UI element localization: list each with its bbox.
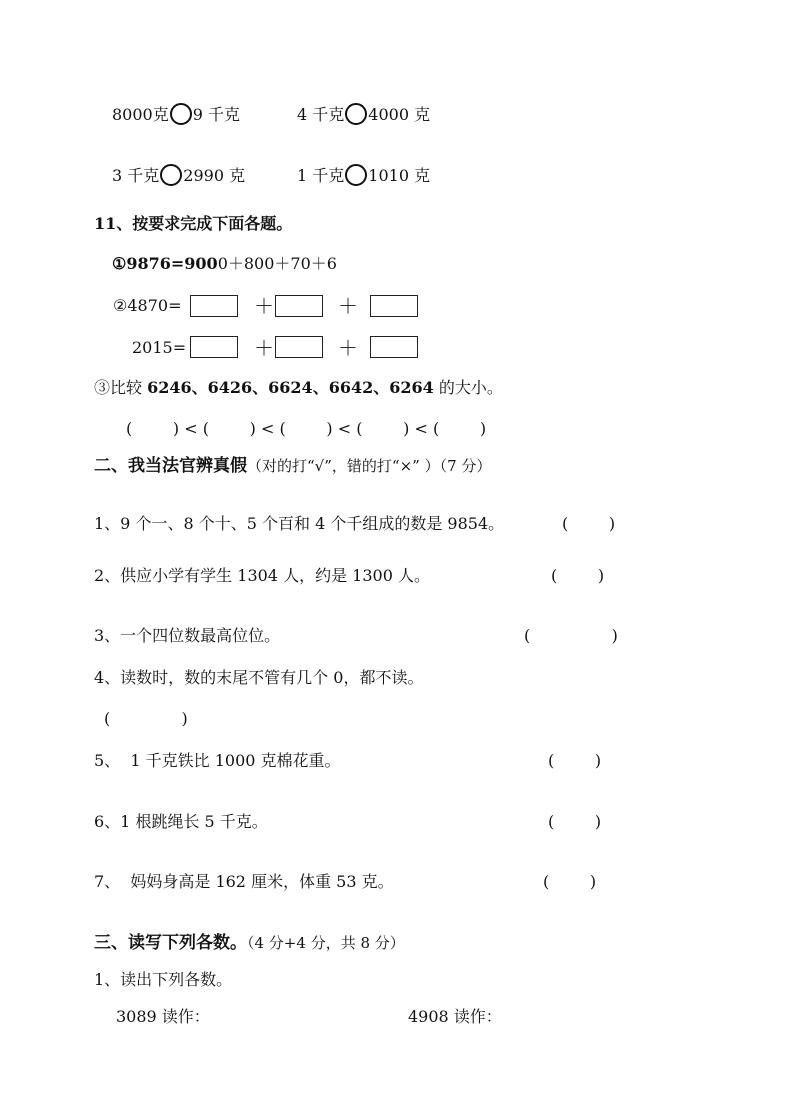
judge-paren-6[interactable]: ( ) [548,812,602,831]
compare-right: 1010 克 [368,166,431,185]
plus-sign: ＋ [254,294,274,318]
judge-item-1: 1、9 个一、8 个十、5 个百和 4 个千组成的数是 9854。 [94,514,505,533]
compare-row-2 [112,164,245,186]
section-2-title: 二、我当法官辨真假 [94,456,247,476]
section-3-note: （4 分+4 分，共 8 分） [247,934,405,952]
judge-item-6: 6、1 根跳绳长 5 千克。 [94,812,268,831]
section-2-heading [94,456,491,476]
compare-row-1 [112,103,240,125]
answer-box[interactable] [370,336,418,358]
section-3-title: 三、读写下列各数。 [94,933,247,953]
read-item-1: 3089 读作： [116,1007,210,1026]
answer-box[interactable] [370,295,418,317]
judge-item-5: 5、 1 千克铁比 1000 克棉花重。 [94,751,341,770]
order-answer-line[interactable]: ( ) < ( ) < ( ) < ( ) < ( ) [126,419,487,438]
compare-left: 1 千克 [297,166,345,185]
compare-left: 8000克 [112,105,169,124]
compare-left: 4 千克 [297,105,345,124]
judge-paren-2[interactable]: ( ) [551,566,605,585]
compare-left: 3 千克 [112,166,160,185]
q11-line-2-label: ②4870= [113,296,182,315]
q11-line-4 [94,378,503,398]
section-2-note: （对的打“√”，错的打“×” ）（7 分） [247,457,492,475]
compare-row-2b [297,164,430,186]
judge-paren-3[interactable]: ( ) [524,626,618,645]
compare-circle[interactable] [345,103,367,125]
read-item-2: 4908 读作： [408,1007,502,1026]
answer-box[interactable] [275,295,323,317]
judge-paren-4[interactable]: ( ) [104,709,188,728]
plus-sign: ＋ [338,294,358,318]
plus-sign: ＋ [254,336,274,360]
judge-item-2: 2、供应小学有学生 1304 人，约是 1300 人。 [94,566,430,585]
q11-line-1-rest: 0＋800＋70＋6 [217,254,337,273]
q11-line-3-label: 2015= [132,338,187,357]
q11-title: 11、按要求完成下面各题。 [94,214,293,233]
judge-item-4: 4、读数时，数的末尾不管有几个 0，都不读。 [94,668,424,687]
judge-paren-7[interactable]: ( ) [543,872,597,891]
q11-line-4-prefix: ③比较 [94,378,148,397]
judge-item-7: 7、 妈妈身高是 162 厘米，体重 53 克。 [94,872,394,891]
section-3-heading [94,933,405,953]
q11-line-1 [112,254,337,274]
answer-box[interactable] [275,336,323,358]
judge-item-3: 3、一个四位数最高位位。 [94,626,281,645]
q11-line-4-suffix: 的大小。 [433,378,503,397]
compare-right: 2990 克 [183,166,246,185]
plus-sign: ＋ [338,336,358,360]
answer-box[interactable] [190,295,238,317]
compare-circle[interactable] [160,164,182,186]
compare-right: 4000 克 [368,105,431,124]
judge-paren-1[interactable]: ( ) [562,514,616,533]
compare-row-1b [297,103,430,125]
q11-line-1-prefix: ①9876=900 [112,254,218,273]
judge-paren-5[interactable]: ( ) [548,751,602,770]
section-3-sub-1: 1、读出下列各数。 [94,970,233,989]
compare-circle[interactable] [345,164,367,186]
answer-box[interactable] [190,336,238,358]
compare-right: 9 千克 [192,105,241,124]
compare-circle[interactable] [170,103,192,125]
q11-line-4-numbers: 6246、6426、6624、6642、6264 [147,378,434,397]
